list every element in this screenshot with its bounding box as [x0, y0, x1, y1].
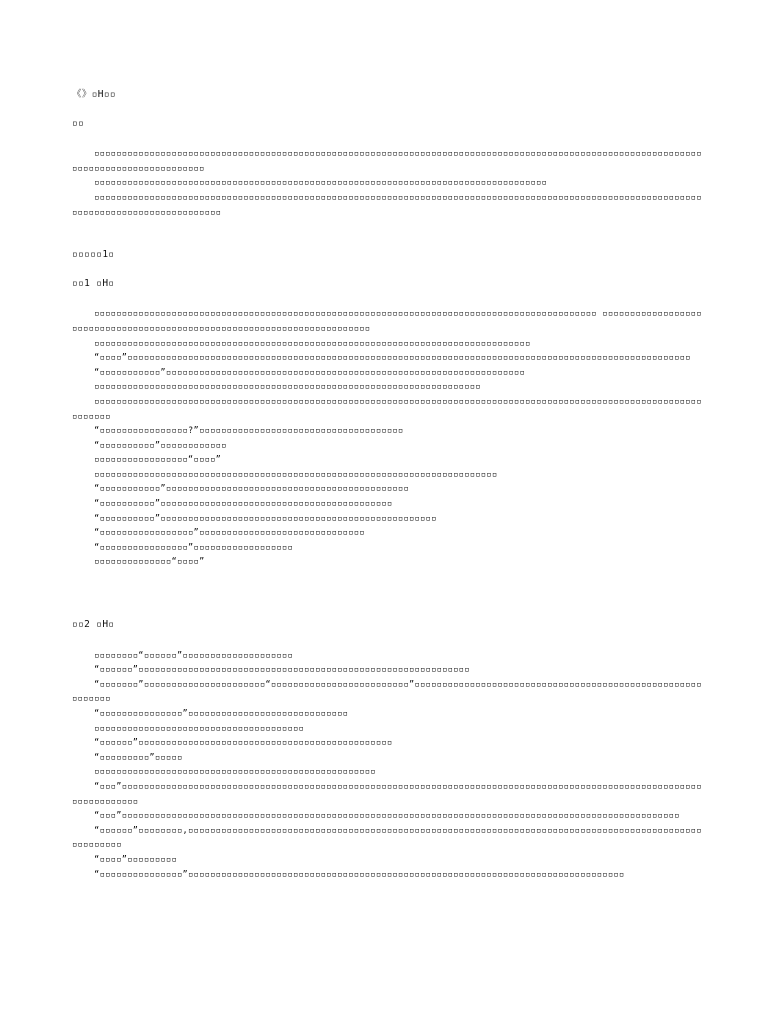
chapter-2-paragraph: “▫▫▫”▫▫▫▫▫▫▫▫▫▫▫▫▫▫▫▫▫▫▫▫▫▫▫▫▫▫▫▫▫▫▫▫▫▫▫▫▫▫▫▫▫▫▫▫▫▫▫▫▫▫▫▫▫▫▫▫▫▫▫▫▫▫▫▫▫▫▫▫▫▫▫▫▫▫▫▫▫▫▫▫▫▫▫▫▫▫▫▫▫▫▫▫▫▫▫▫▫▫▫▫▫▫▫▫▫▫▫▫▫▫▫▫▫▫▫▫▫ [72, 781, 702, 807]
intro-block [72, 147, 704, 220]
chapter-2-paragraph: “▫▫▫▫”▫▫▫▫▫▫▫▫▫ [72, 854, 177, 865]
chapter-2-paragraph: “▫▫▫▫▫▫”▫▫▫▫▫▫▫▫▫▫▫▫▫▫▫▫▫▫▫▫▫▫▫▫▫▫▫▫▫▫▫▫▫▫▫▫▫▫▫▫▫▫▫▫▫▫▫▫▫▫▫▫▫▫▫▫▫▫▫▫ [72, 665, 470, 676]
intro-paragraph: ▫▫▫▫▫▫▫▫▫▫▫▫▫▫▫▫▫▫▫▫▫▫▫▫▫▫▫▫▫▫▫▫▫▫▫▫▫▫▫▫▫▫▫▫▫▫▫▫▫▫▫▫▫▫▫▫▫▫▫▫▫▫▫▫▫▫▫▫▫▫▫▫▫▫▫▫▫▫▫▫▫▫▫▫▫▫▫▫▫▫▫▫▫▫▫▫▫▫▫▫▫▫▫▫▫▫▫▫▫▫▫▫▫▫▫▫▫▫▫▫▫▫▫▫▫▫▫▫▫▫▫▫▫▫▫▫▫ [72, 192, 702, 218]
chapter-2-paragraph: ▫▫▫▫▫▫▫▫▫▫▫▫▫▫▫▫▫▫▫▫▫▫▫▫▫▫▫▫▫▫▫▫▫▫▫▫▫▫ [72, 723, 305, 734]
chapter-2-body [72, 649, 704, 883]
chapter-1-body [72, 307, 704, 570]
chapter-1-paragraph: ▫▫▫▫▫▫▫▫▫▫▫▫▫▫▫▫▫▫▫▫▫▫▫▫▫▫▫▫▫▫▫▫▫▫▫▫▫▫▫▫▫▫▫▫▫▫▫▫▫▫▫▫▫▫▫▫▫▫▫▫▫▫▫▫▫▫▫▫▫▫▫▫▫ [72, 469, 498, 480]
intro-paragraph: ▫▫▫▫▫▫▫▫▫▫▫▫▫▫▫▫▫▫▫▫▫▫▫▫▫▫▫▫▫▫▫▫▫▫▫▫▫▫▫▫▫▫▫▫▫▫▫▫▫▫▫▫▫▫▫▫▫▫▫▫▫▫▫▫▫▫▫▫▫▫▫▫▫▫▫▫▫▫▫▫▫▫ [72, 178, 548, 189]
chapter-1-paragraph: ▫▫▫▫▫▫▫▫▫▫▫▫▫▫▫▫▫▫▫▫▫▫▫▫▫▫▫▫▫▫▫▫▫▫▫▫▫▫▫▫▫▫▫▫▫▫▫▫▫▫▫▫▫▫▫▫▫▫▫▫▫▫▫▫▫▫▫▫▫▫ [72, 382, 481, 393]
chapter-2-paragraph: “▫▫▫▫▫▫▫”▫▫▫▫▫▫▫▫▫▫▫▫▫▫▫▫▫▫▫▫▫▫“▫▫▫▫▫▫▫▫▫▫▫▫▫▫▫▫▫▫▫▫▫▫▫▫▫”▫▫▫▫▫▫▫▫▫▫▫▫▫▫▫▫▫▫▫▫▫▫▫▫▫▫▫▫▫▫▫▫▫▫▫▫▫▫▫▫▫▫▫▫▫▫▫▫▫▫▫▫▫▫▫▫▫▫▫ [72, 679, 702, 705]
chapter-2-paragraph: “▫▫▫▫▫▫▫▫▫”▫▫▫▫▫ [72, 752, 183, 763]
chapter-2-paragraph: “▫▫▫▫▫▫▫▫▫▫▫▫▫▫▫”▫▫▫▫▫▫▫▫▫▫▫▫▫▫▫▫▫▫▫▫▫▫▫▫▫▫▫▫▫▫▫▫▫▫▫▫▫▫▫▫▫▫▫▫▫▫▫▫▫▫▫▫▫▫▫▫▫▫▫▫▫▫▫▫▫▫▫▫▫▫▫▫▫▫▫▫▫▫▫ [72, 869, 625, 880]
chapter-2-title: ▫▫2 ▫H▫ [72, 619, 115, 631]
chapter-1-paragraph: “▫▫▫▫▫▫▫▫▫▫”▫▫▫▫▫▫▫▫▫▫▫▫▫▫▫▫▫▫▫▫▫▫▫▫▫▫▫▫▫▫▫▫▫▫▫▫▫▫▫▫▫▫ [72, 499, 393, 510]
chapter-1-paragraph: “▫▫▫▫▫▫▫▫▫▫▫”▫▫▫▫▫▫▫▫▫▫▫▫▫▫▫▫▫▫▫▫▫▫▫▫▫▫▫▫▫▫▫▫▫▫▫▫▫▫▫▫▫▫▫▫ [72, 484, 409, 495]
chapter-1-paragraph: “▫▫▫▫▫▫▫▫▫▫▫▫▫▫▫▫?”▫▫▫▫▫▫▫▫▫▫▫▫▫▫▫▫▫▫▫▫▫▫▫▫▫▫▫▫▫▫▫▫▫▫▫▫▫ [72, 426, 404, 437]
chapter-1-title: ▫▫1 ▫H▫ [72, 277, 115, 289]
chapter-1-paragraph: ▫▫▫▫▫▫▫▫▫▫▫▫▫▫▫▫▫▫▫▫▫▫▫▫▫▫▫▫▫▫▫▫▫▫▫▫▫▫▫▫▫▫▫▫▫▫▫▫▫▫▫▫▫▫▫▫▫▫▫▫▫▫▫▫▫▫▫▫▫▫▫▫▫▫▫▫▫▫▫▫▫▫▫▫▫▫▫▫▫▫▫ ▫▫▫▫▫▫▫▫▫▫▫▫▫▫▫▫▫▫▫▫▫▫▫▫▫▫▫▫▫▫▫▫▫▫▫▫▫▫▫▫▫▫▫▫▫▫▫▫▫▫▫▫▫▫▫▫▫▫▫▫▫▫▫▫▫▫▫▫▫▫▫▫ [72, 309, 702, 334]
document-author: ▫▫ [72, 117, 85, 129]
chapter-1-paragraph: ▫▫▫▫▫▫▫▫▫▫▫▫▫▫▫▫▫▫▫▫▫▫▫▫▫▫▫▫▫▫▫▫▫▫▫▫▫▫▫▫▫▫▫▫▫▫▫▫▫▫▫▫▫▫▫▫▫▫▫▫▫▫▫▫▫▫▫▫▫▫▫▫▫▫▫▫▫▫▫▫▫▫▫▫▫▫▫▫▫▫▫▫▫▫▫▫▫▫▫▫▫▫▫▫▫▫▫▫▫▫▫▫▫▫▫▫▫ [72, 396, 702, 422]
chapter-1-paragraph: ▫▫▫▫▫▫▫▫▫▫▫▫▫▫▫▫▫“▫▫▫▫” [72, 455, 222, 466]
chapter-2-paragraph: ▫▫▫▫▫▫▫▫▫▫▫▫▫▫▫▫▫▫▫▫▫▫▫▫▫▫▫▫▫▫▫▫▫▫▫▫▫▫▫▫▫▫▫▫▫▫▫▫▫▫▫ [72, 767, 376, 778]
intro-paragraph: ▫▫▫▫▫▫▫▫▫▫▫▫▫▫▫▫▫▫▫▫▫▫▫▫▫▫▫▫▫▫▫▫▫▫▫▫▫▫▫▫▫▫▫▫▫▫▫▫▫▫▫▫▫▫▫▫▫▫▫▫▫▫▫▫▫▫▫▫▫▫▫▫▫▫▫▫▫▫▫▫▫▫▫▫▫▫▫▫▫▫▫▫▫▫▫▫▫▫▫▫▫▫▫▫▫▫▫▫▫▫▫▫▫▫▫▫▫▫▫▫▫▫▫▫▫▫▫▫▫▫▫▫▫▫ [72, 149, 702, 174]
chapter-1-paragraph: “▫▫▫▫▫▫▫▫▫▫▫▫▫▫▫▫▫”▫▫▫▫▫▫▫▫▫▫▫▫▫▫▫▫▫▫▫▫▫▫▫▫▫▫▫▫▫▫ [72, 528, 365, 539]
chapter-1-paragraph: “▫▫▫▫▫▫▫▫▫▫”▫▫▫▫▫▫▫▫▫▫▫▫▫▫▫▫▫▫▫▫▫▫▫▫▫▫▫▫▫▫▫▫▫▫▫▫▫▫▫▫▫▫▫▫▫▫▫▫▫▫ [72, 513, 437, 524]
chapter-1-paragraph: “▫▫▫▫▫▫▫▫▫▫▫▫▫▫▫▫”▫▫▫▫▫▫▫▫▫▫▫▫▫▫▫▫▫▫ [72, 542, 293, 553]
chapter-1-paragraph: “▫▫▫▫”▫▫▫▫▫▫▫▫▫▫▫▫▫▫▫▫▫▫▫▫▫▫▫▫▫▫▫▫▫▫▫▫▫▫▫▫▫▫▫▫▫▫▫▫▫▫▫▫▫▫▫▫▫▫▫▫▫▫▫▫▫▫▫▫▫▫▫▫▫▫▫▫▫▫▫▫▫▫▫▫▫▫▫▫▫▫▫▫▫▫▫▫▫▫▫▫▫▫▫▫▫▫ [72, 353, 691, 364]
chapter-2-paragraph: “▫▫▫”▫▫▫▫▫▫▫▫▫▫▫▫▫▫▫▫▫▫▫▫▫▫▫▫▫▫▫▫▫▫▫▫▫▫▫▫▫▫▫▫▫▫▫▫▫▫▫▫▫▫▫▫▫▫▫▫▫▫▫▫▫▫▫▫▫▫▫▫▫▫▫▫▫▫▫▫▫▫▫▫▫▫▫▫▫▫▫▫▫▫▫▫▫▫▫▫▫▫▫▫▫ [72, 811, 680, 822]
chapter-2-paragraph: “▫▫▫▫▫▫▫▫▫▫▫▫▫▫▫”▫▫▫▫▫▫▫▫▫▫▫▫▫▫▫▫▫▫▫▫▫▫▫▫▫▫▫▫▫ [72, 709, 349, 719]
chapter-1-paragraph: “▫▫▫▫▫▫▫▫▫▫▫”▫▫▫▫▫▫▫▫▫▫▫▫▫▫▫▫▫▫▫▫▫▫▫▫▫▫▫▫▫▫▫▫▫▫▫▫▫▫▫▫▫▫▫▫▫▫▫▫▫▫▫▫▫▫▫▫▫▫▫▫▫▫▫▫▫ [72, 367, 525, 378]
chapter-1-paragraph: “▫▫▫▫▫▫▫▫▫▫”▫▫▫▫▫▫▫▫▫▫▫▫ [72, 440, 227, 451]
section-title: ▫▫▫▫▫1▫ [72, 249, 115, 261]
chapter-2-paragraph: “▫▫▫▫▫▫”▫▫▫▫▫▫▫▫▫▫▫▫▫▫▫▫▫▫▫▫▫▫▫▫▫▫▫▫▫▫▫▫▫▫▫▫▫▫▫▫▫▫▫▫▫▫ [72, 738, 393, 749]
chapter-2-paragraph: “▫▫▫▫▫▫”▫▫▫▫▫▫▫▫,▫▫▫▫▫▫▫▫▫▫▫▫▫▫▫▫▫▫▫▫▫▫▫▫▫▫▫▫▫▫▫▫▫▫▫▫▫▫▫▫▫▫▫▫▫▫▫▫▫▫▫▫▫▫▫▫▫▫▫▫▫▫▫▫▫▫▫▫▫▫▫▫▫▫▫▫▫▫▫▫▫▫▫▫▫▫▫▫▫▫▫▫▫▫▫▫▫▫▫▫▫▫ [72, 825, 702, 851]
document-title: 《》▫H▫▫ [72, 89, 116, 100]
chapter-1-paragraph: ▫▫▫▫▫▫▫▫▫▫▫▫▫▫“▫▫▫▫” [72, 557, 205, 568]
chapter-1-paragraph: ▫▫▫▫▫▫▫▫▫▫▫▫▫▫▫▫▫▫▫▫▫▫▫▫▫▫▫▫▫▫▫▫▫▫▫▫▫▫▫▫▫▫▫▫▫▫▫▫▫▫▫▫▫▫▫▫▫▫▫▫▫▫▫▫▫▫▫▫▫▫▫▫▫▫▫▫▫▫▫ [72, 338, 531, 349]
chapter-2-paragraph: ▫▫▫▫▫▫▫▫“▫▫▫▫▫▫”▫▫▫▫▫▫▫▫▫▫▫▫▫▫▫▫▫▫▫▫ [72, 650, 293, 661]
